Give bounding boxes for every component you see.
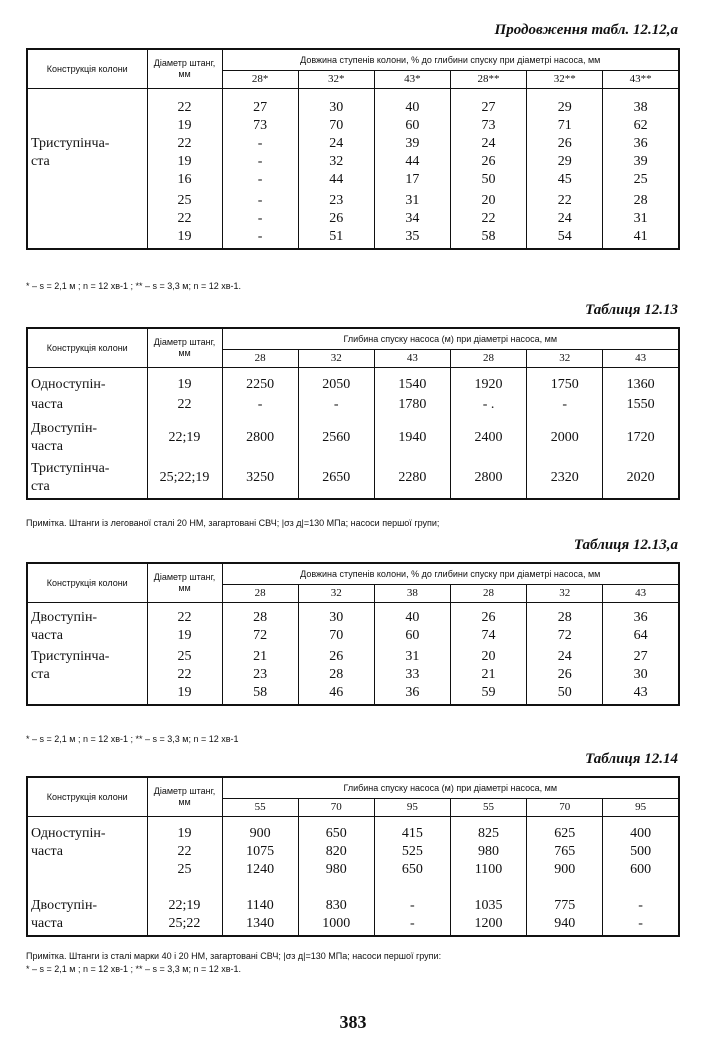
header-length: Довжина ступенів колони, % до глибини спуску при діаметрі насоса, мм	[222, 49, 679, 71]
data-cell: 2800	[222, 414, 298, 456]
subheader: 95	[374, 799, 450, 817]
data-cell: 62	[603, 117, 679, 135]
data-cell: 59	[450, 684, 526, 705]
data-cell: -	[527, 396, 603, 414]
diameter-cell: 22;19	[147, 414, 222, 456]
data-cell: 20	[450, 645, 526, 666]
table-footnote: * – s = 2,1 м ; n = 12 хв-1 ; ** – s = 3,3 м; n = 12 хв-1.	[26, 964, 242, 974]
data-cell: 31	[603, 210, 679, 228]
table-12-12a	[26, 48, 680, 250]
data-cell: 33	[374, 666, 450, 684]
diameter-cell: 19	[147, 627, 222, 645]
table-row	[27, 627, 679, 645]
data-cell: 26	[298, 210, 374, 228]
data-cell: 1075	[222, 843, 298, 861]
construction-cell: Триступінча-	[27, 645, 147, 666]
data-cell: 2560	[298, 414, 374, 456]
data-cell: 980	[298, 861, 374, 879]
data-cell: 39	[374, 135, 450, 153]
table-row	[27, 879, 679, 897]
data-cell: 23	[222, 666, 298, 684]
diameter-cell: 19	[147, 368, 222, 396]
construction-cell: часта	[27, 627, 147, 645]
data-cell: 51	[298, 228, 374, 249]
data-cell: 21	[450, 666, 526, 684]
subheader: 70	[527, 799, 603, 817]
data-cell: 2650	[298, 456, 374, 499]
data-cell: 29	[527, 153, 603, 171]
data-cell: 40	[374, 89, 450, 118]
data-cell: 600	[603, 861, 679, 879]
table-footnote: * – s = 2,1 м ; n = 12 хв-1 ; ** – s = 3,3 м; n = 12 хв-1.	[26, 281, 242, 291]
construction-cell: Одноступін-	[27, 817, 147, 844]
table-row	[27, 843, 679, 861]
subheader: 43	[603, 585, 679, 603]
data-cell: 44	[374, 153, 450, 171]
data-cell: 22	[450, 210, 526, 228]
data-cell: 25	[603, 171, 679, 189]
table-row	[27, 645, 679, 666]
construction-cell: Двоступін-	[27, 897, 147, 915]
data-cell: 27	[222, 89, 298, 118]
data-cell: 74	[450, 627, 526, 645]
diameter-cell: 16	[147, 171, 222, 189]
data-cell: 24	[450, 135, 526, 153]
data-cell: -	[374, 897, 450, 915]
data-cell: 1140	[222, 897, 298, 915]
data-cell: 28	[298, 666, 374, 684]
subheader: 95	[603, 799, 679, 817]
data-cell: 22	[527, 189, 603, 210]
data-cell: 44	[298, 171, 374, 189]
data-cell: 525	[374, 843, 450, 861]
subheader: 38	[374, 585, 450, 603]
data-cell: -	[222, 189, 298, 210]
diameter-cell: 25;22	[147, 915, 222, 936]
construction-cell: ста	[27, 153, 147, 171]
header-diameter: Діаметр штанг, мм	[147, 563, 222, 603]
data-cell: -	[222, 135, 298, 153]
construction-line: Триступінча-	[31, 460, 110, 476]
data-cell: 2800	[450, 456, 526, 499]
table-12-13	[26, 327, 680, 500]
data-cell: 60	[374, 117, 450, 135]
diameter-cell: 19	[147, 684, 222, 705]
data-cell: 1540	[374, 368, 450, 396]
table-row	[27, 89, 679, 118]
data-cell: 60	[374, 627, 450, 645]
data-cell: 1940	[374, 414, 450, 456]
table-row	[27, 603, 679, 628]
data-cell: 20	[450, 189, 526, 210]
data-cell: 73	[450, 117, 526, 135]
subheader: 28	[450, 585, 526, 603]
data-cell: 35	[374, 228, 450, 249]
subheader: 43**	[603, 71, 679, 89]
data-cell: 54	[527, 228, 603, 249]
data-cell: 26	[450, 153, 526, 171]
data-cell: 500	[603, 843, 679, 861]
data-cell: 1550	[603, 396, 679, 414]
header-construction: Конструкція колони	[27, 328, 147, 368]
data-cell: 31	[374, 189, 450, 210]
data-cell: 765	[527, 843, 603, 861]
table-row	[27, 897, 679, 915]
data-cell: 980	[450, 843, 526, 861]
diameter-cell: 22	[147, 843, 222, 861]
data-cell: 45	[527, 171, 603, 189]
header-length: Довжина ступенів колони, % до глибини спуску при діаметрі насоса, мм	[222, 563, 679, 585]
data-cell: 1340	[222, 915, 298, 936]
data-cell: 58	[222, 684, 298, 705]
data-cell: 400	[603, 817, 679, 844]
table-12-13a	[26, 562, 680, 706]
diameter-cell: 22	[147, 89, 222, 118]
data-cell: 1200	[450, 915, 526, 936]
data-cell: 28	[222, 603, 298, 628]
data-cell: 940	[527, 915, 603, 936]
construction-cell	[27, 456, 147, 499]
header-diameter: Діаметр штанг, мм	[147, 49, 222, 89]
data-cell: - .	[450, 396, 526, 414]
subheader: 32	[298, 585, 374, 603]
subheader: 28	[222, 585, 298, 603]
diameter-cell: 25	[147, 861, 222, 879]
header-construction: Конструкція колони	[27, 777, 147, 817]
data-cell: 46	[298, 684, 374, 705]
subheader: 32	[298, 350, 374, 368]
data-cell: 900	[527, 861, 603, 879]
data-cell: 30	[603, 666, 679, 684]
table-note: Примітка. Штанги із легованої сталі 20 НМ, загартовані СВЧ; |σз д|=130 МПа; насоси першої групи;	[26, 518, 440, 528]
data-cell: 2280	[374, 456, 450, 499]
table-row	[27, 684, 679, 705]
subheader: 28	[450, 350, 526, 368]
data-cell: 27	[603, 645, 679, 666]
data-cell: 41	[603, 228, 679, 249]
data-cell: 1240	[222, 861, 298, 879]
data-cell: 21	[222, 645, 298, 666]
table-row	[27, 817, 679, 844]
subheader: 32	[527, 350, 603, 368]
table-row	[27, 396, 679, 414]
data-cell: 625	[527, 817, 603, 844]
data-cell: -	[603, 915, 679, 936]
data-cell: 1100	[450, 861, 526, 879]
data-cell: 32	[298, 153, 374, 171]
data-cell: 71	[527, 117, 603, 135]
diameter-cell: 22	[147, 666, 222, 684]
table-12-14	[26, 776, 680, 937]
data-cell: 1920	[450, 368, 526, 396]
header-diameter: Діаметр штанг, мм	[147, 328, 222, 368]
data-cell: 24	[527, 210, 603, 228]
data-cell: 72	[527, 627, 603, 645]
data-cell: 64	[603, 627, 679, 645]
data-cell: -	[222, 228, 298, 249]
construction-line: ста	[31, 478, 50, 494]
data-cell: 26	[450, 603, 526, 628]
data-cell: 1360	[603, 368, 679, 396]
subheader: 32**	[527, 71, 603, 89]
subheader: 43*	[374, 71, 450, 89]
table-row	[27, 153, 679, 171]
page-number: 383	[339, 1012, 367, 1032]
data-cell: 1035	[450, 897, 526, 915]
data-cell: 2250	[222, 368, 298, 396]
table-row	[27, 915, 679, 936]
data-cell: 36	[374, 684, 450, 705]
data-cell: 26	[527, 135, 603, 153]
data-cell: 3250	[222, 456, 298, 499]
construction-cell	[27, 414, 147, 456]
data-cell: 830	[298, 897, 374, 915]
data-cell: 26	[527, 666, 603, 684]
data-cell: 17	[374, 171, 450, 189]
subheader: 43	[603, 350, 679, 368]
data-cell: -	[222, 153, 298, 171]
data-cell: 36	[603, 135, 679, 153]
data-cell: 29	[527, 89, 603, 118]
diameter-cell: 22	[147, 603, 222, 628]
data-cell: 70	[298, 627, 374, 645]
data-cell: 2400	[450, 414, 526, 456]
construction-cell: ста	[27, 666, 147, 684]
header-depth: Глибина спуску насоса (м) при діаметрі насоса, мм	[222, 777, 679, 799]
table-row	[27, 414, 679, 456]
construction-cell: часта	[27, 915, 147, 936]
data-cell: 30	[298, 89, 374, 118]
data-cell: 775	[527, 897, 603, 915]
data-cell: -	[603, 897, 679, 915]
table-footnote: * – s = 2,1 м ; n = 12 хв-1 ; ** – s = 3,3 м; n = 12 хв-1	[26, 734, 239, 744]
data-cell: 2050	[298, 368, 374, 396]
subheader: 32	[527, 585, 603, 603]
data-cell: 36	[603, 603, 679, 628]
data-cell: 900	[222, 817, 298, 844]
data-cell: 820	[298, 843, 374, 861]
data-cell: -	[298, 396, 374, 414]
diameter-cell: 19	[147, 153, 222, 171]
diameter-cell: 22;19	[147, 897, 222, 915]
data-cell: 34	[374, 210, 450, 228]
table-row	[27, 456, 679, 499]
data-cell: 23	[298, 189, 374, 210]
construction-line: Двоступін-	[31, 420, 98, 436]
construction-cell: часта	[27, 396, 147, 414]
data-cell: 2000	[527, 414, 603, 456]
data-cell: 2020	[603, 456, 679, 499]
data-cell: -	[374, 915, 450, 936]
header-construction: Конструкція колони	[27, 49, 147, 89]
data-cell: 650	[374, 861, 450, 879]
table-row	[27, 135, 679, 153]
diameter-cell: 19	[147, 817, 222, 844]
data-cell: -	[222, 171, 298, 189]
data-cell: 825	[450, 817, 526, 844]
table-caption-continued: Продовження табл. 12.12,а	[494, 22, 678, 38]
data-cell: 24	[527, 645, 603, 666]
table-row	[27, 368, 679, 396]
data-cell: 70	[298, 117, 374, 135]
data-cell: 26	[298, 645, 374, 666]
data-cell: 38	[603, 89, 679, 118]
table-row	[27, 666, 679, 684]
data-cell: 50	[450, 171, 526, 189]
subheader: 70	[298, 799, 374, 817]
table-caption: Таблиця 12.13,а	[573, 537, 678, 553]
data-cell: 50	[527, 684, 603, 705]
subheader: 28**	[450, 71, 526, 89]
subheader: 28	[222, 350, 298, 368]
header-depth: Глибина спуску насоса (м) при діаметрі насоса, мм	[222, 328, 679, 350]
data-cell: 28	[527, 603, 603, 628]
diameter-cell: 22	[147, 210, 222, 228]
diameter-cell: 25	[147, 645, 222, 666]
diameter-cell: 19	[147, 228, 222, 249]
subheader: 55	[450, 799, 526, 817]
diameter-cell: 22	[147, 396, 222, 414]
construction-line: часта	[31, 438, 63, 454]
data-cell: 2320	[527, 456, 603, 499]
data-cell: 40	[374, 603, 450, 628]
data-cell: 1720	[603, 414, 679, 456]
diameter-cell: 19	[147, 117, 222, 135]
table-row	[27, 861, 679, 879]
data-cell: 24	[298, 135, 374, 153]
data-cell: 30	[298, 603, 374, 628]
data-cell: 39	[603, 153, 679, 171]
table-note: Примітка. Штанги із сталі марки 40 і 20 НМ, загартовані СВЧ; |σз д|=130 МПа; насоси першої групи:	[26, 951, 442, 961]
subheader: 28*	[222, 71, 298, 89]
data-cell: 28	[603, 189, 679, 210]
diameter-cell: 22	[147, 135, 222, 153]
data-cell: 1780	[374, 396, 450, 414]
header-diameter: Діаметр штанг, мм	[147, 777, 222, 817]
table-row	[27, 171, 679, 189]
diameter-cell: 25;22;19	[147, 456, 222, 499]
subheader: 32*	[298, 71, 374, 89]
data-cell: 1750	[527, 368, 603, 396]
subheader: 43	[374, 350, 450, 368]
data-cell: 31	[374, 645, 450, 666]
construction-cell: часта	[27, 843, 147, 861]
construction-cell: Двоступін-	[27, 603, 147, 628]
data-cell: 415	[374, 817, 450, 844]
table-caption: Таблиця 12.13	[585, 302, 678, 318]
data-cell: -	[222, 210, 298, 228]
data-cell: 1000	[298, 915, 374, 936]
data-cell: 72	[222, 627, 298, 645]
data-cell: -	[222, 396, 298, 414]
data-cell: 58	[450, 228, 526, 249]
data-cell: 73	[222, 117, 298, 135]
construction-cell: Одноступін-	[27, 368, 147, 396]
data-cell: 650	[298, 817, 374, 844]
diameter-cell: 25	[147, 189, 222, 210]
construction-cell: Триступінча-	[27, 135, 147, 153]
header-construction: Конструкція колони	[27, 563, 147, 603]
table-caption: Таблиця 12.14	[585, 751, 678, 767]
subheader: 55	[222, 799, 298, 817]
data-cell: 27	[450, 89, 526, 118]
data-cell: 43	[603, 684, 679, 705]
